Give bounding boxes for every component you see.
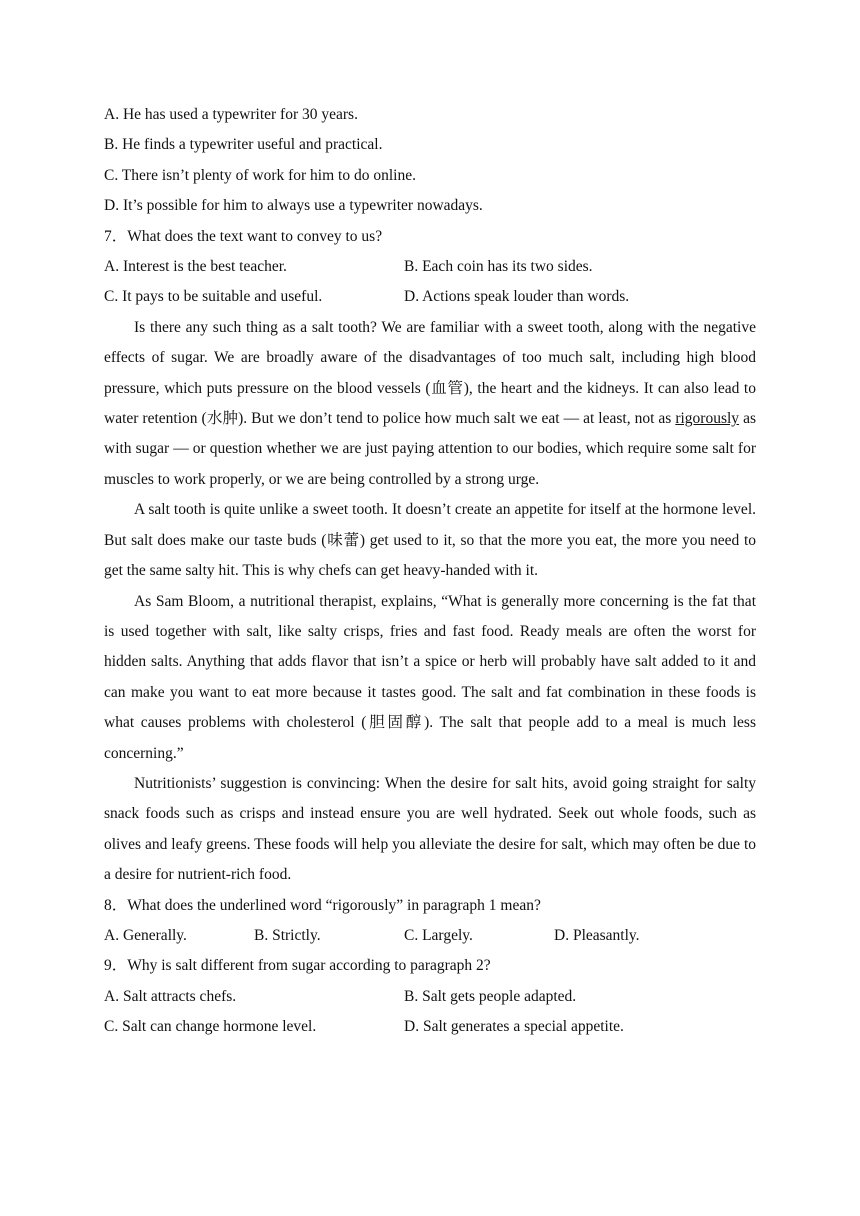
question-8-stem: 8．What does the underlined word “rigorously” in paragraph 1 mean? [104, 896, 541, 914]
option-b: B. Each coin has its two sides. [404, 258, 593, 276]
option-d: D. Actions speak louder than words. [404, 288, 630, 306]
option-a: A. Generally. [104, 926, 187, 944]
option-a: A. Salt attracts chefs. [104, 987, 237, 1005]
question-7-stem: 7．What does the text want to convey to us? [104, 227, 383, 245]
question-8-options [104, 921, 756, 951]
option-c: C. Salt can change hormone level. [104, 1018, 317, 1036]
option-a: A. Interest is the best teacher. [104, 258, 287, 276]
passage-paragraph-1 [104, 313, 756, 495]
paragraph-1-text-end: as with sugar — or question whether we are just paying attention to our bodies, which require some salt for muscles to work properly, or we are being controlled by a strong urge. [104, 410, 756, 488]
option-d: D. Pleasantly. [554, 926, 640, 944]
question-9-options-row-1 [104, 982, 756, 1012]
option-d: D. It’s possible for him to always use a typewriter nowadays. [104, 197, 483, 215]
paragraph-1-text-start: Is there any such thing as a salt tooth? We are familiar with a sweet tooth, along with the negative effects of sugar. We are broadly aware of the disadvantages of too much salt, including high blood pressure, which puts pressure on the blood vessels (血管), the heart and the kidneys. It can also lead to water retention (水肿). But we don’t tend to police how much salt we eat — at least, not as [104, 318, 756, 428]
reading-passage [104, 313, 756, 891]
passage-paragraph-4: Nutritionists’ suggestion is convincing: When the desire for salt hits, avoid going straight for salty snack foods such as crisps and instead ensure you are well hydrated. Seek out whole foods, such as olives and leafy greens. These foods will help you alleviate the desire for salt, which may often be due to a desire for nutrient-rich food. [104, 774, 756, 884]
question-8 [104, 891, 756, 952]
option-d: D. Salt generates a special appetite. [404, 1018, 624, 1036]
question-9 [104, 951, 756, 1042]
passage-paragraph-2: A salt tooth is quite unlike a sweet tooth. It doesn’t create an appetite for itself at the hormone level. But salt does make our taste buds (味蕾) get used to it, so that the more you eat, the more you need to get the same salty hit. This is why chefs can get heavy-handed with it. [104, 501, 756, 580]
option-a: A. He has used a typewriter for 30 years. [104, 106, 358, 123]
option-b: B. Strictly. [254, 926, 321, 944]
underlined-word: rigorously [675, 410, 740, 428]
question-6-options [104, 100, 756, 222]
question-7-options-row-1 [104, 252, 756, 282]
question-7-options-row-2 [104, 282, 756, 312]
passage-paragraph-3: As Sam Bloom, a nutritional therapist, explains, “What is generally more concerning is the fat that is used together with salt, like salty crisps, fries and fast food. Ready meals are often the worst for hidden salts. Anything that adds flavor that isn’t a spice or herb will probably have salt added to it and can make you want to eat more because it tastes good. The salt and fat combination in these foods is what causes problems with cholesterol (胆固醇). The salt that people add to a meal is much less concerning.” [104, 592, 756, 762]
question-9-options-row-2 [104, 1012, 756, 1042]
option-b: B. Salt gets people adapted. [404, 987, 577, 1005]
document-page [104, 100, 756, 1043]
question-9-stem: 9．Why is salt different from sugar according to paragraph 2? [104, 957, 491, 975]
option-c: C. Largely. [404, 926, 473, 944]
option-c: C. It pays to be suitable and useful. [104, 288, 323, 306]
question-7 [104, 222, 756, 313]
option-c: C. There isn’t plenty of work for him to do online. [104, 166, 416, 184]
option-b: B. He finds a typewriter useful and practical. [104, 136, 383, 154]
